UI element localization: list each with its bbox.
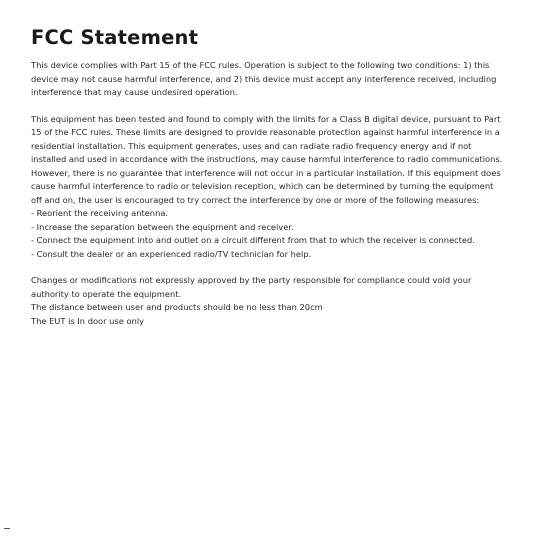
- class-b-paragraph: This equipment has been tested and found to comply with the limits for a Class B digital device, pursuant to Part 15 of the FCC rules. These limits are designed to provide reasonable protection against harmful interference in a residential installation. This equipment generates, uses and can radiate radio frequency energy and if not installed and used in accordance with the instructions, may cause harmful interference to radio communications. However, there is no guarantee that interference will not occur in a particular installation. If this equipment does cause harmful interference to radio or television reception, which can be determined by turning the equipment off and on, the user is encouraged to try correct the interference by one or more of the following measures:: [31, 113, 503, 205]
- measure-item-circuit: - Connect the equipment into and outlet on a circuit different from that to which the receiver is connected.: [31, 235, 475, 245]
- measure-item-separation: - Increase the separation between the equipment and receiver.: [31, 221, 294, 232]
- measure-item-reorient: - Reorient the receiving antenna.: [31, 208, 169, 218]
- modifications-section: [31, 274, 505, 328]
- page-title: FCC Statement: [31, 26, 199, 49]
- class-b-section: [31, 113, 505, 262]
- measure-item-consult: - Consult the dealer or an experienced radio/TV technician for help.: [31, 248, 312, 259]
- fcc-statement-page: [31, 26, 505, 328]
- corner-mark: [4, 528, 10, 529]
- modifications-paragraph: Changes or modifications not expressly approved by the party responsible for compliance could void your authority to operate the equipment.: [31, 275, 472, 299]
- compliance-paragraph: This device complies with Part 15 of the FCC rules. Operation is subject to the following two conditions: 1) this device may not cause harmful interference, and 2) this device must accept any interference received, including interference that may cause undesired operation.: [31, 60, 497, 97]
- indoor-use-note: The EUT is In door use only: [31, 315, 145, 326]
- distance-note: The distance between user and products should be no less than 20cm: [31, 302, 323, 312]
